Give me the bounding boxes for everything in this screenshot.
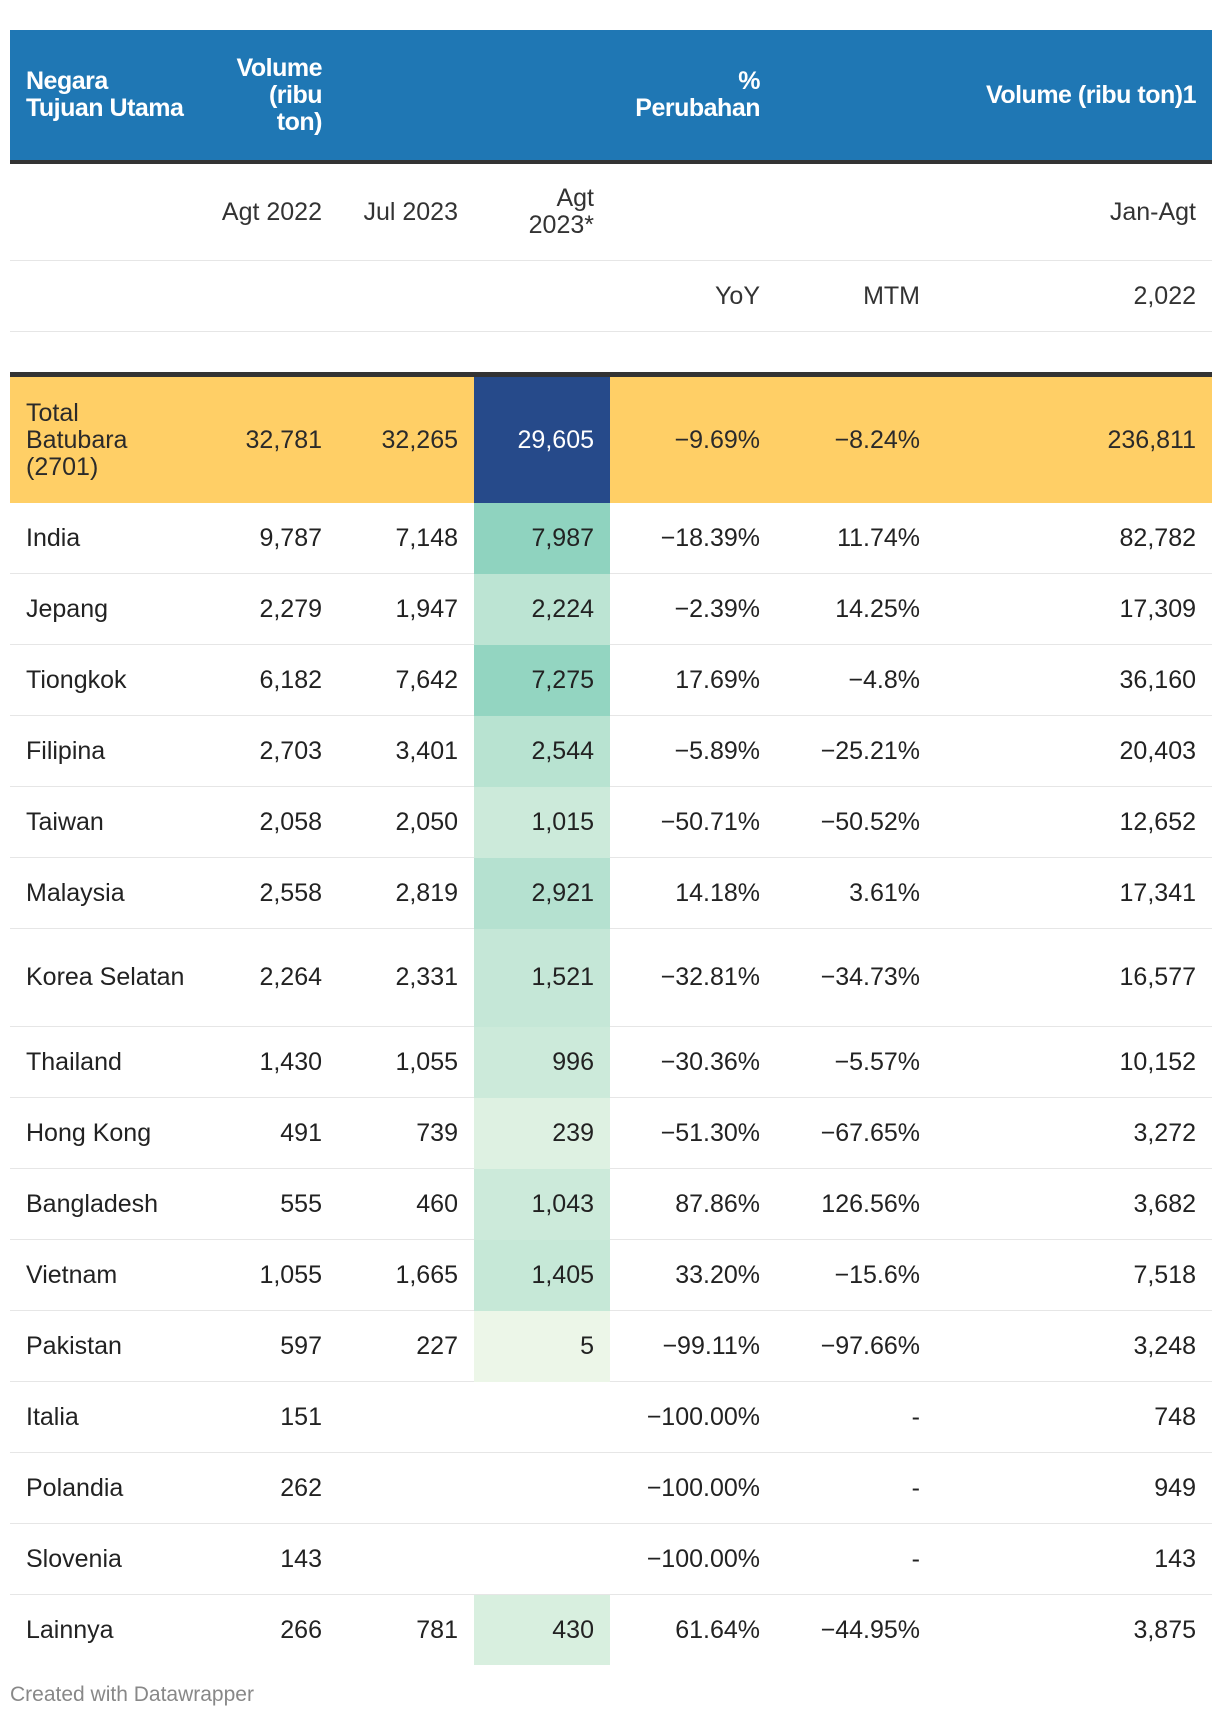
subheader-empty (10, 261, 202, 332)
cell-yoy: −100.00% (610, 1382, 776, 1453)
cell-janagt: 12,652 (936, 787, 1212, 858)
cell-janagt: 17,341 (936, 858, 1212, 929)
cell-janagt: 3,248 (936, 1311, 1212, 1382)
cell-janagt: 3,682 (936, 1169, 1212, 1240)
cell-country: Lainnya (26, 1615, 114, 1644)
subheader-agt2023: Agt 2023* (474, 162, 610, 261)
cell-mtm: 126.56% (776, 1169, 936, 1240)
subheader-empty (10, 162, 202, 261)
header-empty (338, 30, 474, 162)
cell-country: Polandia (10, 1453, 202, 1524)
cell-jul2023: 7,148 (338, 503, 474, 574)
cell-agt2023: 5 (474, 1311, 610, 1382)
table-row (10, 716, 1212, 787)
table-row (10, 1027, 1212, 1098)
cell-janagt: 20,403 (936, 716, 1212, 787)
header-volume: Volume (ribu ton) (202, 30, 338, 162)
cell-yoy: −100.00% (610, 1524, 776, 1595)
subheader-row-2 (10, 261, 1212, 332)
cell-agt2022: 2,264 (202, 929, 338, 1027)
cell-jul2023: 227 (338, 1311, 474, 1382)
subheader-year: 2,022 (936, 261, 1212, 332)
cell-jul2023: 781 (416, 1615, 458, 1644)
cell-jul2023: 7,642 (338, 645, 474, 716)
cell-agt2022: 555 (202, 1169, 338, 1240)
cell-yoy: −30.36% (610, 1027, 776, 1098)
header-volume-cumulative: Volume (ribu ton)1 (936, 30, 1212, 162)
cell-janagt: 748 (936, 1382, 1212, 1453)
table-row (10, 503, 1212, 574)
cell-agt2023 (474, 1382, 610, 1453)
cell-agt2022: 2,703 (202, 716, 338, 787)
cell-mtm: - (776, 1382, 936, 1453)
country-rows (10, 503, 1212, 1665)
table-row (10, 1240, 1212, 1311)
footer-credit: Created with Datawrapper (10, 1683, 254, 1706)
header-row (10, 30, 1212, 162)
table-row (10, 1382, 1212, 1453)
total-agt2022: 32,781 (202, 375, 338, 504)
total-row (10, 375, 1212, 504)
cell-agt2022: 1,055 (202, 1240, 338, 1311)
spacer-row (10, 332, 1212, 375)
cell-yoy: −2.39% (610, 574, 776, 645)
cell-jul2023: 739 (338, 1098, 474, 1169)
total-label: Total Batubara (2701) (10, 375, 202, 504)
cell-agt2022: 143 (202, 1524, 338, 1595)
data-table-container (10, 30, 1212, 1665)
cell-mtm: 14.25% (776, 574, 936, 645)
cell-mtm: 11.74% (776, 503, 936, 574)
subheader-empty (338, 261, 474, 332)
cell-mtm: −5.57% (776, 1027, 936, 1098)
total-mtm: −8.24% (776, 375, 936, 504)
total-janagt: 236,811 (936, 375, 1212, 504)
cell-agt2023: 2,544 (474, 716, 610, 787)
cell-jul2023 (338, 1524, 474, 1595)
cell-yoy: −18.39% (610, 503, 776, 574)
cell-agt2023: 2,224 (474, 574, 610, 645)
subheader-empty (202, 261, 338, 332)
cell-country: Vietnam (10, 1240, 202, 1311)
cell-agt2022: 266 (280, 1615, 322, 1644)
total-agt2023: 29,605 (474, 375, 610, 504)
subheader-mtm: MTM (776, 261, 936, 332)
cell-agt2022: 491 (202, 1098, 338, 1169)
cell-yoy: 87.86% (610, 1169, 776, 1240)
cell-mtm: −44.95% (820, 1615, 920, 1644)
cell-country: Filipina (10, 716, 202, 787)
cell-country: Jepang (10, 574, 202, 645)
cell-jul2023: 2,050 (338, 787, 474, 858)
cell-janagt: 949 (936, 1453, 1212, 1524)
subheader-empty (610, 162, 776, 261)
cell-jul2023: 460 (338, 1169, 474, 1240)
table-row (10, 787, 1212, 858)
cell-janagt: 16,577 (936, 929, 1212, 1027)
data-table (10, 30, 1212, 1665)
cell-agt2022: 262 (202, 1453, 338, 1524)
cell-jul2023: 2,331 (338, 929, 474, 1027)
table-row (10, 574, 1212, 645)
cell-agt2022: 597 (202, 1311, 338, 1382)
cell-janagt: 82,782 (936, 503, 1212, 574)
table-row (10, 929, 1212, 1027)
cell-agt2022: 2,558 (202, 858, 338, 929)
cell-jul2023: 1,665 (338, 1240, 474, 1311)
header-change: % Perubahan (610, 30, 776, 162)
table-row (10, 1098, 1212, 1169)
cell-agt2023: 1,043 (474, 1169, 610, 1240)
cell-country: Korea Selatan (10, 929, 202, 1027)
table-row (10, 1524, 1212, 1595)
subheader-empty (776, 162, 936, 261)
table-row (10, 1453, 1212, 1524)
cell-janagt: 143 (936, 1524, 1212, 1595)
subheader-row (10, 162, 1212, 261)
table-row (10, 858, 1212, 929)
cell-jul2023 (338, 1382, 474, 1453)
table-row (10, 1595, 1212, 1666)
cell-mtm: 3.61% (776, 858, 936, 929)
table-row (10, 1169, 1212, 1240)
cell-agt2023: 1,521 (474, 929, 610, 1027)
cell-agt2023: 1,405 (474, 1240, 610, 1311)
cell-country: Taiwan (10, 787, 202, 858)
cell-mtm: - (776, 1453, 936, 1524)
cell-yoy: −100.00% (610, 1453, 776, 1524)
cell-mtm: −25.21% (776, 716, 936, 787)
cell-country: India (10, 503, 202, 574)
subheader-agt2022: Agt 2022 (202, 162, 338, 261)
cell-yoy: −32.81% (610, 929, 776, 1027)
cell-agt2022: 151 (202, 1382, 338, 1453)
cell-agt2023: 996 (474, 1027, 610, 1098)
subheader-janagt: Jan-Agt (936, 162, 1212, 261)
cell-agt2023: 2,921 (474, 858, 610, 929)
cell-yoy: −99.11% (610, 1311, 776, 1382)
cell-yoy: 61.64% (675, 1615, 760, 1644)
cell-country: Slovenia (10, 1524, 202, 1595)
cell-yoy: −50.71% (610, 787, 776, 858)
cell-mtm: −34.73% (776, 929, 936, 1027)
cell-agt2022: 9,787 (202, 503, 338, 574)
cell-agt2022: 1,430 (202, 1027, 338, 1098)
cell-agt2022: 2,058 (202, 787, 338, 858)
cell-janagt: 3,272 (936, 1098, 1212, 1169)
cell-janagt: 3,875 (1133, 1615, 1196, 1644)
cell-agt2023 (474, 1524, 610, 1595)
cell-agt2023 (474, 1453, 610, 1524)
cell-country: Tiongkok (10, 645, 202, 716)
cell-yoy: −51.30% (610, 1098, 776, 1169)
cell-yoy: −5.89% (610, 716, 776, 787)
cell-yoy: 14.18% (610, 858, 776, 929)
cell-country: Hong Kong (10, 1098, 202, 1169)
table-row (10, 645, 1212, 716)
subheader-jul2023: Jul 2023 (338, 162, 474, 261)
cell-mtm: −4.8% (776, 645, 936, 716)
subheader-empty (474, 261, 610, 332)
cell-jul2023: 1,055 (338, 1027, 474, 1098)
cell-jul2023: 1,947 (338, 574, 474, 645)
cell-jul2023 (338, 1453, 474, 1524)
cell-janagt: 36,160 (936, 645, 1212, 716)
cell-yoy: 33.20% (610, 1240, 776, 1311)
total-jul2023: 32,265 (338, 375, 474, 504)
total-yoy: −9.69% (610, 375, 776, 504)
cell-agt2022: 2,279 (202, 574, 338, 645)
cell-mtm: −67.65% (776, 1098, 936, 1169)
cell-country: Malaysia (10, 858, 202, 929)
cell-country: Pakistan (10, 1311, 202, 1382)
cell-mtm: - (776, 1524, 936, 1595)
cell-janagt: 7,518 (936, 1240, 1212, 1311)
header-empty (776, 30, 936, 162)
header-country: Negara Tujuan Utama (10, 30, 202, 162)
cell-jul2023: 2,819 (338, 858, 474, 929)
spacer-cell (10, 332, 1212, 375)
cell-janagt: 10,152 (936, 1027, 1212, 1098)
cell-agt2023: 430 (474, 1595, 610, 1666)
cell-jul2023: 3,401 (338, 716, 474, 787)
cell-mtm: −97.66% (776, 1311, 936, 1382)
cell-yoy: 17.69% (610, 645, 776, 716)
cell-agt2023: 1,015 (474, 787, 610, 858)
cell-agt2023: 7,275 (474, 645, 610, 716)
cell-agt2022: 6,182 (202, 645, 338, 716)
cell-country: Italia (10, 1382, 202, 1453)
cell-janagt: 17,309 (936, 574, 1212, 645)
subheader-yoy: YoY (610, 261, 776, 332)
header-empty (474, 30, 610, 162)
cell-country: Thailand (10, 1027, 202, 1098)
cell-mtm: −15.6% (776, 1240, 936, 1311)
cell-mtm: −50.52% (776, 787, 936, 858)
table-row (10, 1311, 1212, 1382)
cell-agt2023: 239 (474, 1098, 610, 1169)
cell-agt2023: 7,987 (474, 503, 610, 574)
cell-country: Bangladesh (10, 1169, 202, 1240)
